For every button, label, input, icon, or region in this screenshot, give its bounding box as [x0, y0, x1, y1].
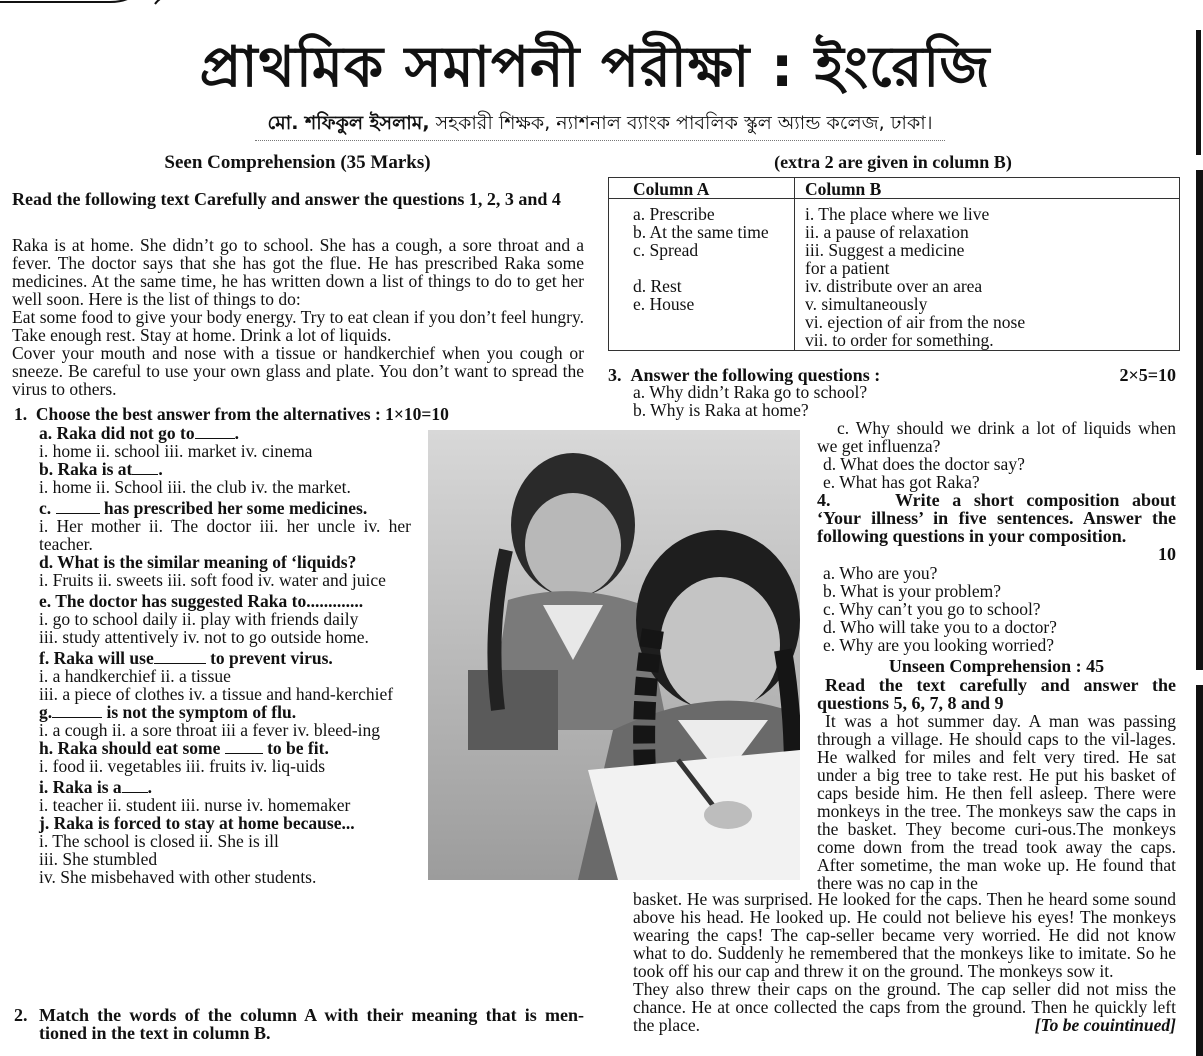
author-name: মো. শফিকুল ইসলাম, [267, 112, 430, 134]
col-b-cell: vi. ejection of air from the nose [805, 312, 1026, 332]
q2-extra-note: (extra 2 are given in column B) [774, 152, 1012, 172]
question-item: h. Raka should eat some to be fit. [39, 738, 329, 758]
question-options: i. food ii. vegetables iii. fruits iv. liq-uids [39, 756, 326, 776]
question-options: i. Fruits ii. sweets iii. soft food iv. water and juice [39, 570, 386, 590]
col-b-cell: v. simultaneously [805, 294, 928, 314]
photo-illustration [428, 430, 800, 880]
q4-items [823, 564, 1173, 654]
col-a-cell: a. Prescribe [633, 204, 715, 224]
question-item: e. Why are you looking worried? [823, 635, 1054, 655]
question-item: d. Who will take you to a doctor? [823, 617, 1057, 637]
q4-title-text: Write a short composition about ‘Your illness’ in five sentences. Answer the following questions in your composition. [817, 490, 1176, 546]
unseen-passage-end: They also threw their caps on the ground. The cap seller did not miss the chance. He at once collected the caps from the ground. Then he quickly left the place. [To be couintinued] [633, 979, 1176, 1035]
question-item: b. Why is Raka at home? [633, 400, 809, 420]
q3-items-continued [817, 419, 1176, 491]
col-a-cell: b. At the same time [633, 222, 769, 242]
author-role: সহকারী শিক্ষক, ন্যাশনাল ব্যাংক পাবলিক স্কুল অ্যান্ড কলেজ, ঢাকা। [429, 112, 933, 134]
passage-paragraph: Eat some food to give your body energy. Try to eat clean if you don’t feel hungry. Take enough rest. Stay at home. Drink a lot of liquids. [12, 307, 584, 345]
q3-title-text: Answer the following questions : [630, 365, 881, 385]
col-b-cell: i. The place where we live [805, 204, 990, 224]
question-options: i. The school is closed ii. She is ill [39, 831, 279, 851]
col-b-header: Column B [797, 178, 1179, 199]
question-item: b. What is your problem? [823, 581, 1002, 601]
author-line [0, 108, 1200, 138]
q3-number: 3. [608, 365, 622, 385]
q1-items [39, 424, 411, 886]
question-item: e. The doctor has suggested Raka to............. [39, 591, 364, 611]
question-options: i. a cough ii. a sore throat iii a fever iv. bleed-ing [39, 720, 380, 740]
seen-instruction: Read the following text Carefully and answer the questions 1, 2, 3 and 4 [12, 189, 561, 209]
col-b-cell: vii. to order for something. [805, 330, 994, 350]
question-options: iii. study attentively iv. not to go outside home. [39, 627, 369, 647]
q1-number: 1. [14, 404, 28, 424]
exam-students-photo [428, 430, 800, 880]
question-item: g. is not the symptom of flu. [39, 702, 297, 722]
unseen-passage-narrow: It was a hot summer day. A man was passing through a village. He should caps to the vil-lages. He walked for miles and felt very tired. He sat under a big tree to take rest. He put his basket of caps beside him. He then fell asleep. There were monkeys in the tree. The monkeys saw the caps in the basket. They become curi-ous.The monkeys come down from the tread took away the caps. After sometime, the man woke up. He found that there was no cap in the [817, 711, 1176, 893]
col-b-cell: iv. distribute over an area [805, 276, 983, 296]
passage-paragraph: Raka is at home. She didn’t go to school. She has a cough, a sore throat and a fever. The doctor says that she has got the flue. He has prescribed Raka some medicines. At the same time, he has written down a list of things to do to get her well soon. Here is the list of things to do: [12, 235, 584, 309]
question-options: iii. a piece of clothes iv. a tissue and hand-kerchief [39, 684, 394, 704]
question-options: i. a handkerchief ii. a tissue [39, 666, 231, 686]
col-b-cell: for a patient [805, 258, 890, 278]
q1-title [14, 405, 574, 423]
q1-title-text: Choose the best answer from the alternatives : 1×10=10 [35, 404, 449, 424]
unseen-instruction: Read the text carefully and answer the questions 5, 6, 7, 8 and 9 [817, 675, 1176, 713]
question-item: a. Why didn’t Raka go to school? [633, 382, 868, 402]
q3-items [633, 383, 1033, 419]
match-table-box [608, 177, 1180, 351]
question-item: d. What does the doctor say? [823, 454, 1025, 474]
question-options: i. teacher ii. student iii. nurse iv. homemaker [39, 795, 351, 815]
question-item: c. Why can’t you go to school? [823, 599, 1041, 619]
q2-title [14, 1006, 584, 1042]
page-top-frame [0, 0, 1203, 6]
question-item: c. has prescribed her some medicines. [39, 498, 368, 518]
q2-title-text: Match the words of the column A with their meaning that is men-tioned in the text in column B. [39, 1005, 584, 1043]
question-options: iv. She misbehaved with other students. [39, 867, 317, 887]
q2-number: 2. [14, 1005, 28, 1025]
question-options: i. home ii. school iii. market iv. cinema [39, 441, 313, 461]
seen-heading: Seen Comprehension (35 Marks) [164, 152, 431, 173]
question-item: c. Why should we drink a lot of liquids when we get influenza? [817, 418, 1176, 456]
q3-marks: 2×5=10 [1119, 365, 1176, 385]
col-a-cell [609, 259, 797, 277]
q4-number: 4. [817, 490, 831, 510]
right-edge-bar [1196, 685, 1203, 1056]
right-edge-bar [1196, 170, 1203, 670]
question-options: i. home ii. School iii. the club iv. the market. [39, 477, 351, 497]
question-item: j. Raka is forced to stay at home because... [39, 813, 355, 833]
passage-paragraph: Cover your mouth and nose with a tissue or handkerchief when you cough or sneeze. Be careful to use your own glass and plate. You don’t want to spread the virus to others. [12, 343, 584, 399]
question-item: d. What is the similar meaning of ‘liquids? [39, 552, 357, 572]
col-a-cell [609, 313, 797, 331]
question-item: e. What has got Raka? [823, 472, 980, 492]
table-divider [794, 178, 795, 350]
col-a-cell: c. Spread [633, 240, 699, 260]
col-a-cell [609, 331, 797, 349]
seen-passage [12, 236, 584, 398]
question-options: iii. She stumbled [39, 849, 158, 869]
question-item: b. Raka is at . [39, 459, 163, 479]
divider [255, 140, 945, 141]
col-a-cell: e. House [633, 294, 695, 314]
page-title: প্রাথমিক সমাপনী পরীক্ষা : ইংরেজি [199, 35, 991, 100]
question-item: i. Raka is a . [39, 777, 153, 797]
question-options: i. Her mother ii. The doctor iii. her uncle iv. her teacher. [39, 516, 411, 554]
col-b-cell: ii. a pause of relaxation [805, 222, 969, 242]
col-a-header: Column A [609, 178, 797, 199]
unseen-heading: Unseen Comprehension : 45 [888, 656, 1105, 676]
question-options: i. go to school daily ii. play with friends daily [39, 609, 359, 629]
to-be-continued: [To be couintinued] [1034, 1015, 1176, 1035]
q4-title [817, 491, 1176, 563]
question-item: a. Who are you? [823, 563, 938, 583]
unseen-passage-wide: basket. He was surprised. He looked for the caps. Then he heard some sound above his head. He looked up. He could not believe his eyes! The monkeys wearing the caps! The cap-seller became very worried. He did not know what to do. Suddenly he remembered that the monkeys like to imitate. So he took off his our cap and threw it on the ground. The monkeys sow it. They also threw their caps on the ground. The cap seller did not miss the chance. He at once collected the caps from the ground. Then he quickly left the place. [To be couintinued] [633, 889, 1176, 1035]
col-a-cell: d. Rest [633, 276, 682, 296]
q4-marks: 10 [1158, 544, 1176, 564]
question-item: f. Raka will use to prevent virus. [39, 648, 333, 668]
question-item: a. Raka did not go to . [39, 423, 239, 443]
col-b-cell: iii. Suggest a medicine [805, 240, 965, 260]
match-table [609, 178, 1179, 349]
